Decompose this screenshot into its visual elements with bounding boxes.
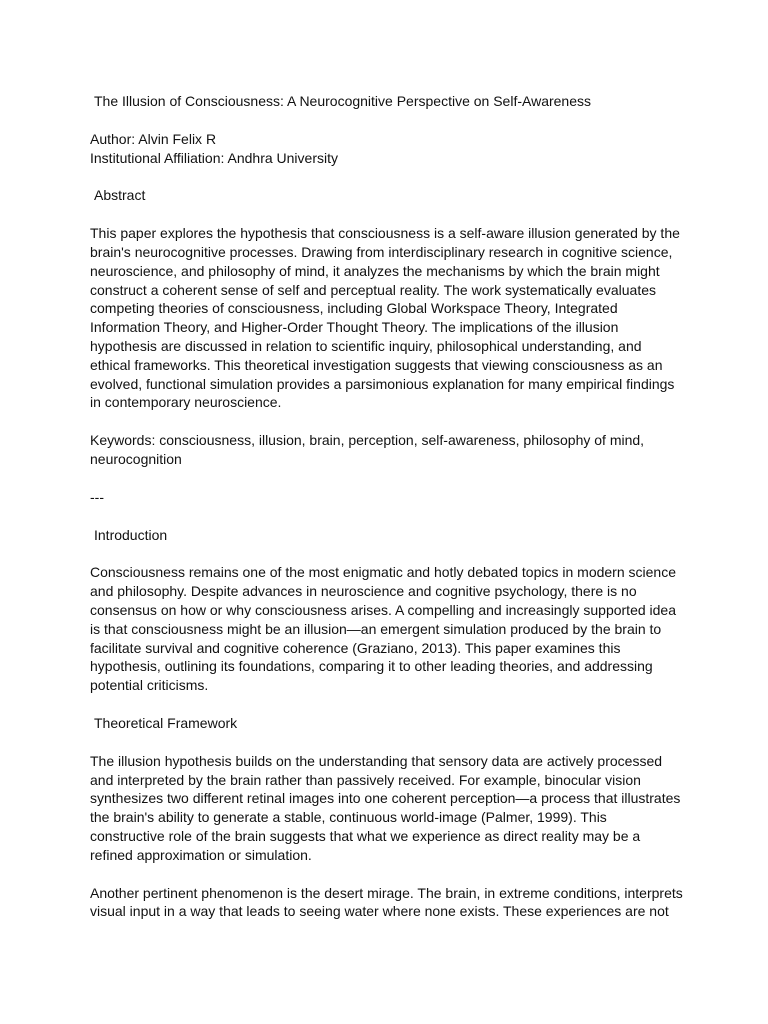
section-separator: --- <box>90 488 104 505</box>
abstract-paragraph: This paper explores the hypothesis that consciousness is a self-aware illusion generated by the brain's neurocognitive processes. Drawing from interdisciplinary research in cognitive science, neuroscience, and philosophy of mind, it analyzes the mechanisms by which the brain might construct a coherent sense of self and perceptual reality. The work systematically evaluates competing theories of consciousness, including Global Workspace Theory, Integrated Information Theory, and Higher-Order Thought Theory. The implications of the illusion hypothesis are discussed in relation to scientific inquiry, philosophical understanding, and ethical frameworks. This theoretical investigation suggests that viewing consciousness as an evolved, functional simulation provides a parsimonious explanation for many empirical findings in contemporary neuroscience. <box>90 225 680 411</box>
introduction-heading: Introduction <box>94 526 168 543</box>
theoretical-framework-heading: Theoretical Framework <box>94 714 238 731</box>
keywords-paragraph: Keywords: consciousness, illusion, brain, perception, self-awareness, philosophy of mind, neurocognition <box>90 432 645 467</box>
framework-paragraph-1: The illusion hypothesis builds on the understanding that sensory data are actively processed and interpreted by the brain rather than passively received. For example, binocular vision synthesizes two different retinal images into one coherent perception—a process that illustrates the brain's ability to generate a stable, continuous world-image (Palmer, 1999). This constructive role of the brain suggests that what we experience as direct reality may be a refined approximation or simulation. <box>90 752 681 863</box>
paper-title: The Illusion of Consciousness: A Neurocognitive Perspective on Self-Awareness <box>94 93 592 109</box>
author-line: Author: Alvin Felix R <box>90 130 217 147</box>
abstract-heading: Abstract <box>94 187 146 204</box>
document-page <box>90 92 686 940</box>
introduction-paragraph: Consciousness remains one of the most enigmatic and hotly debated topics in modern science and philosophy. Despite advances in neuroscience and cognitive psychology, there is no consensus on how or why consciousness arises. A compelling and increasingly supported idea is that consciousness might be an illusion—an emergent simulation produced by the brain to facilitate survival and cognitive coherence (Graziano, 2013). This paper examines this hypothesis, outlining its foundations, comparing it to other leading theories, and addressing potential criticisms. <box>90 564 677 694</box>
author-block <box>90 130 686 168</box>
framework-paragraph-2: Another pertinent phenomenon is the desert mirage. The brain, in extreme conditions, interprets visual input in a way that leads to seeing water where none exists. These experiences are not <box>90 884 683 920</box>
affiliation-line: Institutional Affiliation: Andhra University <box>90 149 338 166</box>
